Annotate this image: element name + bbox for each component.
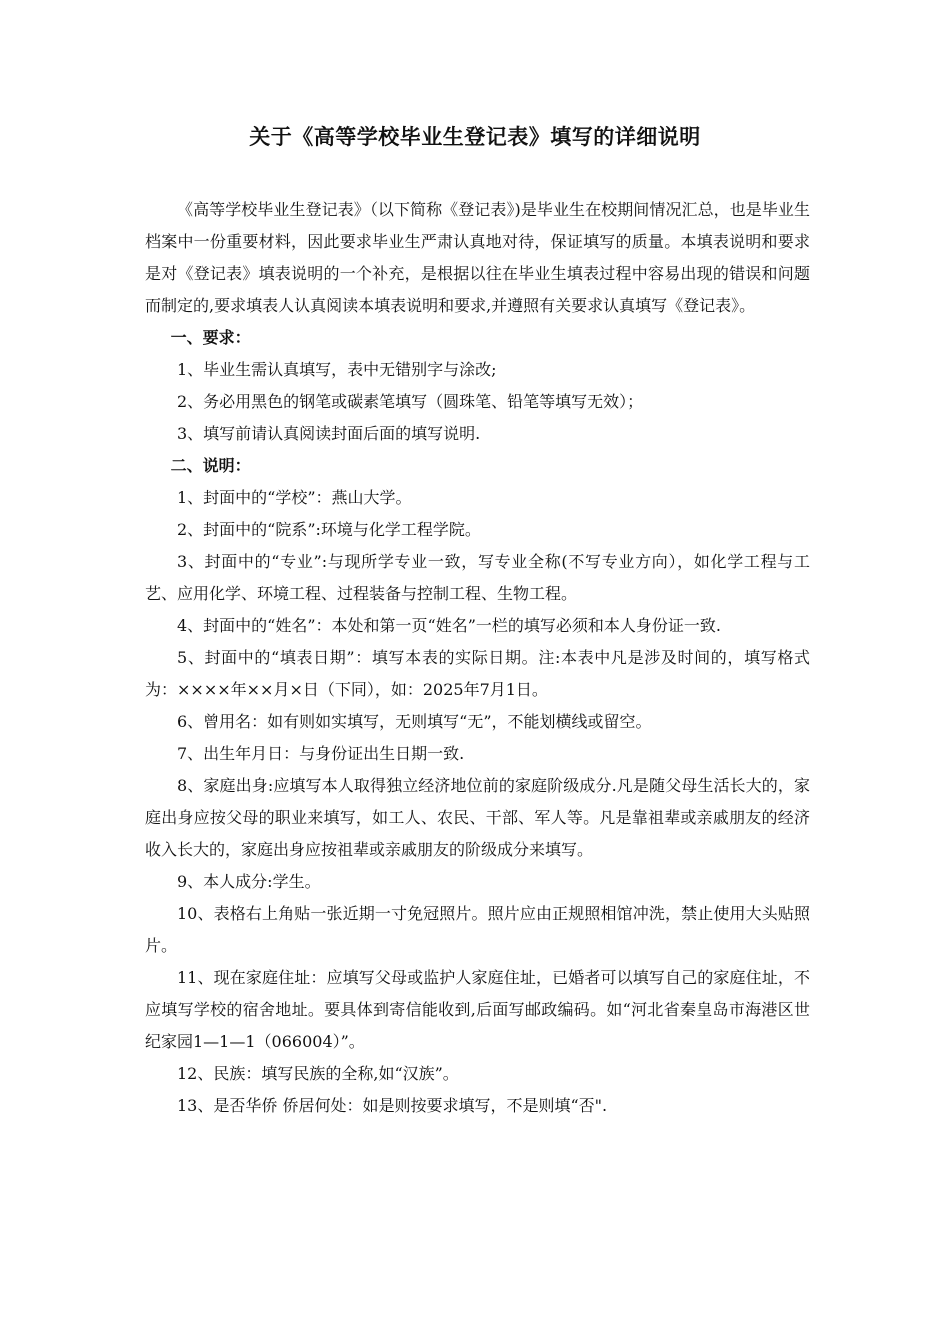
note-item: 10、表格右上角贴一张近期一寸免冠照片。照片应由正规照相馆冲洗，禁止使用大头贴照片。 <box>145 904 810 955</box>
document-body <box>145 194 810 1122</box>
note-item: 4、封面中的“姓名”：本处和第一页“姓名”一栏的填写必须和本人身份证一致. <box>177 616 721 635</box>
document-title: 关于《高等学校毕业生登记表》填写的详细说明 <box>249 125 701 149</box>
note-item: 6、曾用名：如有则如实填写，无则填写“无”，不能划横线或留空。 <box>177 712 652 731</box>
requirement-item: 3、填写前请认真阅读封面后面的填写说明. <box>177 424 481 443</box>
note-item: 12、民族：填写民族的全称,如“汉族”。 <box>177 1064 459 1083</box>
note-item: 3、封面中的“专业”:与现所学专业一致，写专业全称(不写专业方向），如化学工程与工艺、应用化学、环境工程、过程装备与控制工程、生物工程。 <box>145 552 810 603</box>
note-item: 7、出生年月日：与身份证出生日期一致. <box>177 744 465 763</box>
notes-heading: 二、说明： <box>170 456 251 475</box>
note-item: 11、现在家庭住址：应填写父母或监护人家庭住址，已婚者可以填写自己的家庭住址，不应填写学校的宿舍地址。要具体到寄信能收到,后面写邮政编码。如“河北省秦皇岛市海港区世纪家园1—1—1（066004）”。 <box>145 968 810 1051</box>
note-item: 1、封面中的“学校”：燕山大学。 <box>177 488 412 507</box>
note-item: 9、本人成分:学生。 <box>177 872 321 891</box>
intro-paragraph: 《高等学校毕业生登记表》（以下简称《登记表》)是毕业生在校期间情况汇总，也是毕业生档案中一份重要材料，因此要求毕业生严肃认真地对待，保证填写的质量。本填表说明和要求是对《登记表》填表说明的一个补充，是根据以往在毕业生填表过程中容易出现的错误和问题而制定的,要求填表人认真阅读本填表说明和要求,并遵照有关要求认真填写《登记表》。 <box>145 200 810 315</box>
note-item: 13、是否华侨 侨居何处：如是则按要求填写，不是则填“否". <box>177 1096 608 1115</box>
requirement-item: 2、务必用黑色的钢笔或碳素笔填写（圆珠笔、铅笔等填写无效）； <box>177 392 644 411</box>
note-item: 2、封面中的“院系”:环境与化学工程学院。 <box>177 520 481 539</box>
note-item: 8、家庭出身:应填写本人取得独立经济地位前的家庭阶级成分.凡是随父母生活长大的，家庭出身应按父母的职业来填写，如工人、农民、干部、军人等。凡是靠祖辈或亲戚朋友的经济收入长大的，家庭出身应按祖辈或亲戚朋友的阶级成分来填写。 <box>145 776 810 859</box>
note-item: 5、封面中的“填表日期”：填写本表的实际日期。注:本表中凡是涉及时间的，填写格式为：××××年××月×日（下同），如：2025年7月1日。 <box>145 648 810 699</box>
requirement-item: 1、毕业生需认真填写，表中无错别字与涂改; <box>177 360 497 379</box>
requirements-heading: 一、要求： <box>170 328 251 347</box>
